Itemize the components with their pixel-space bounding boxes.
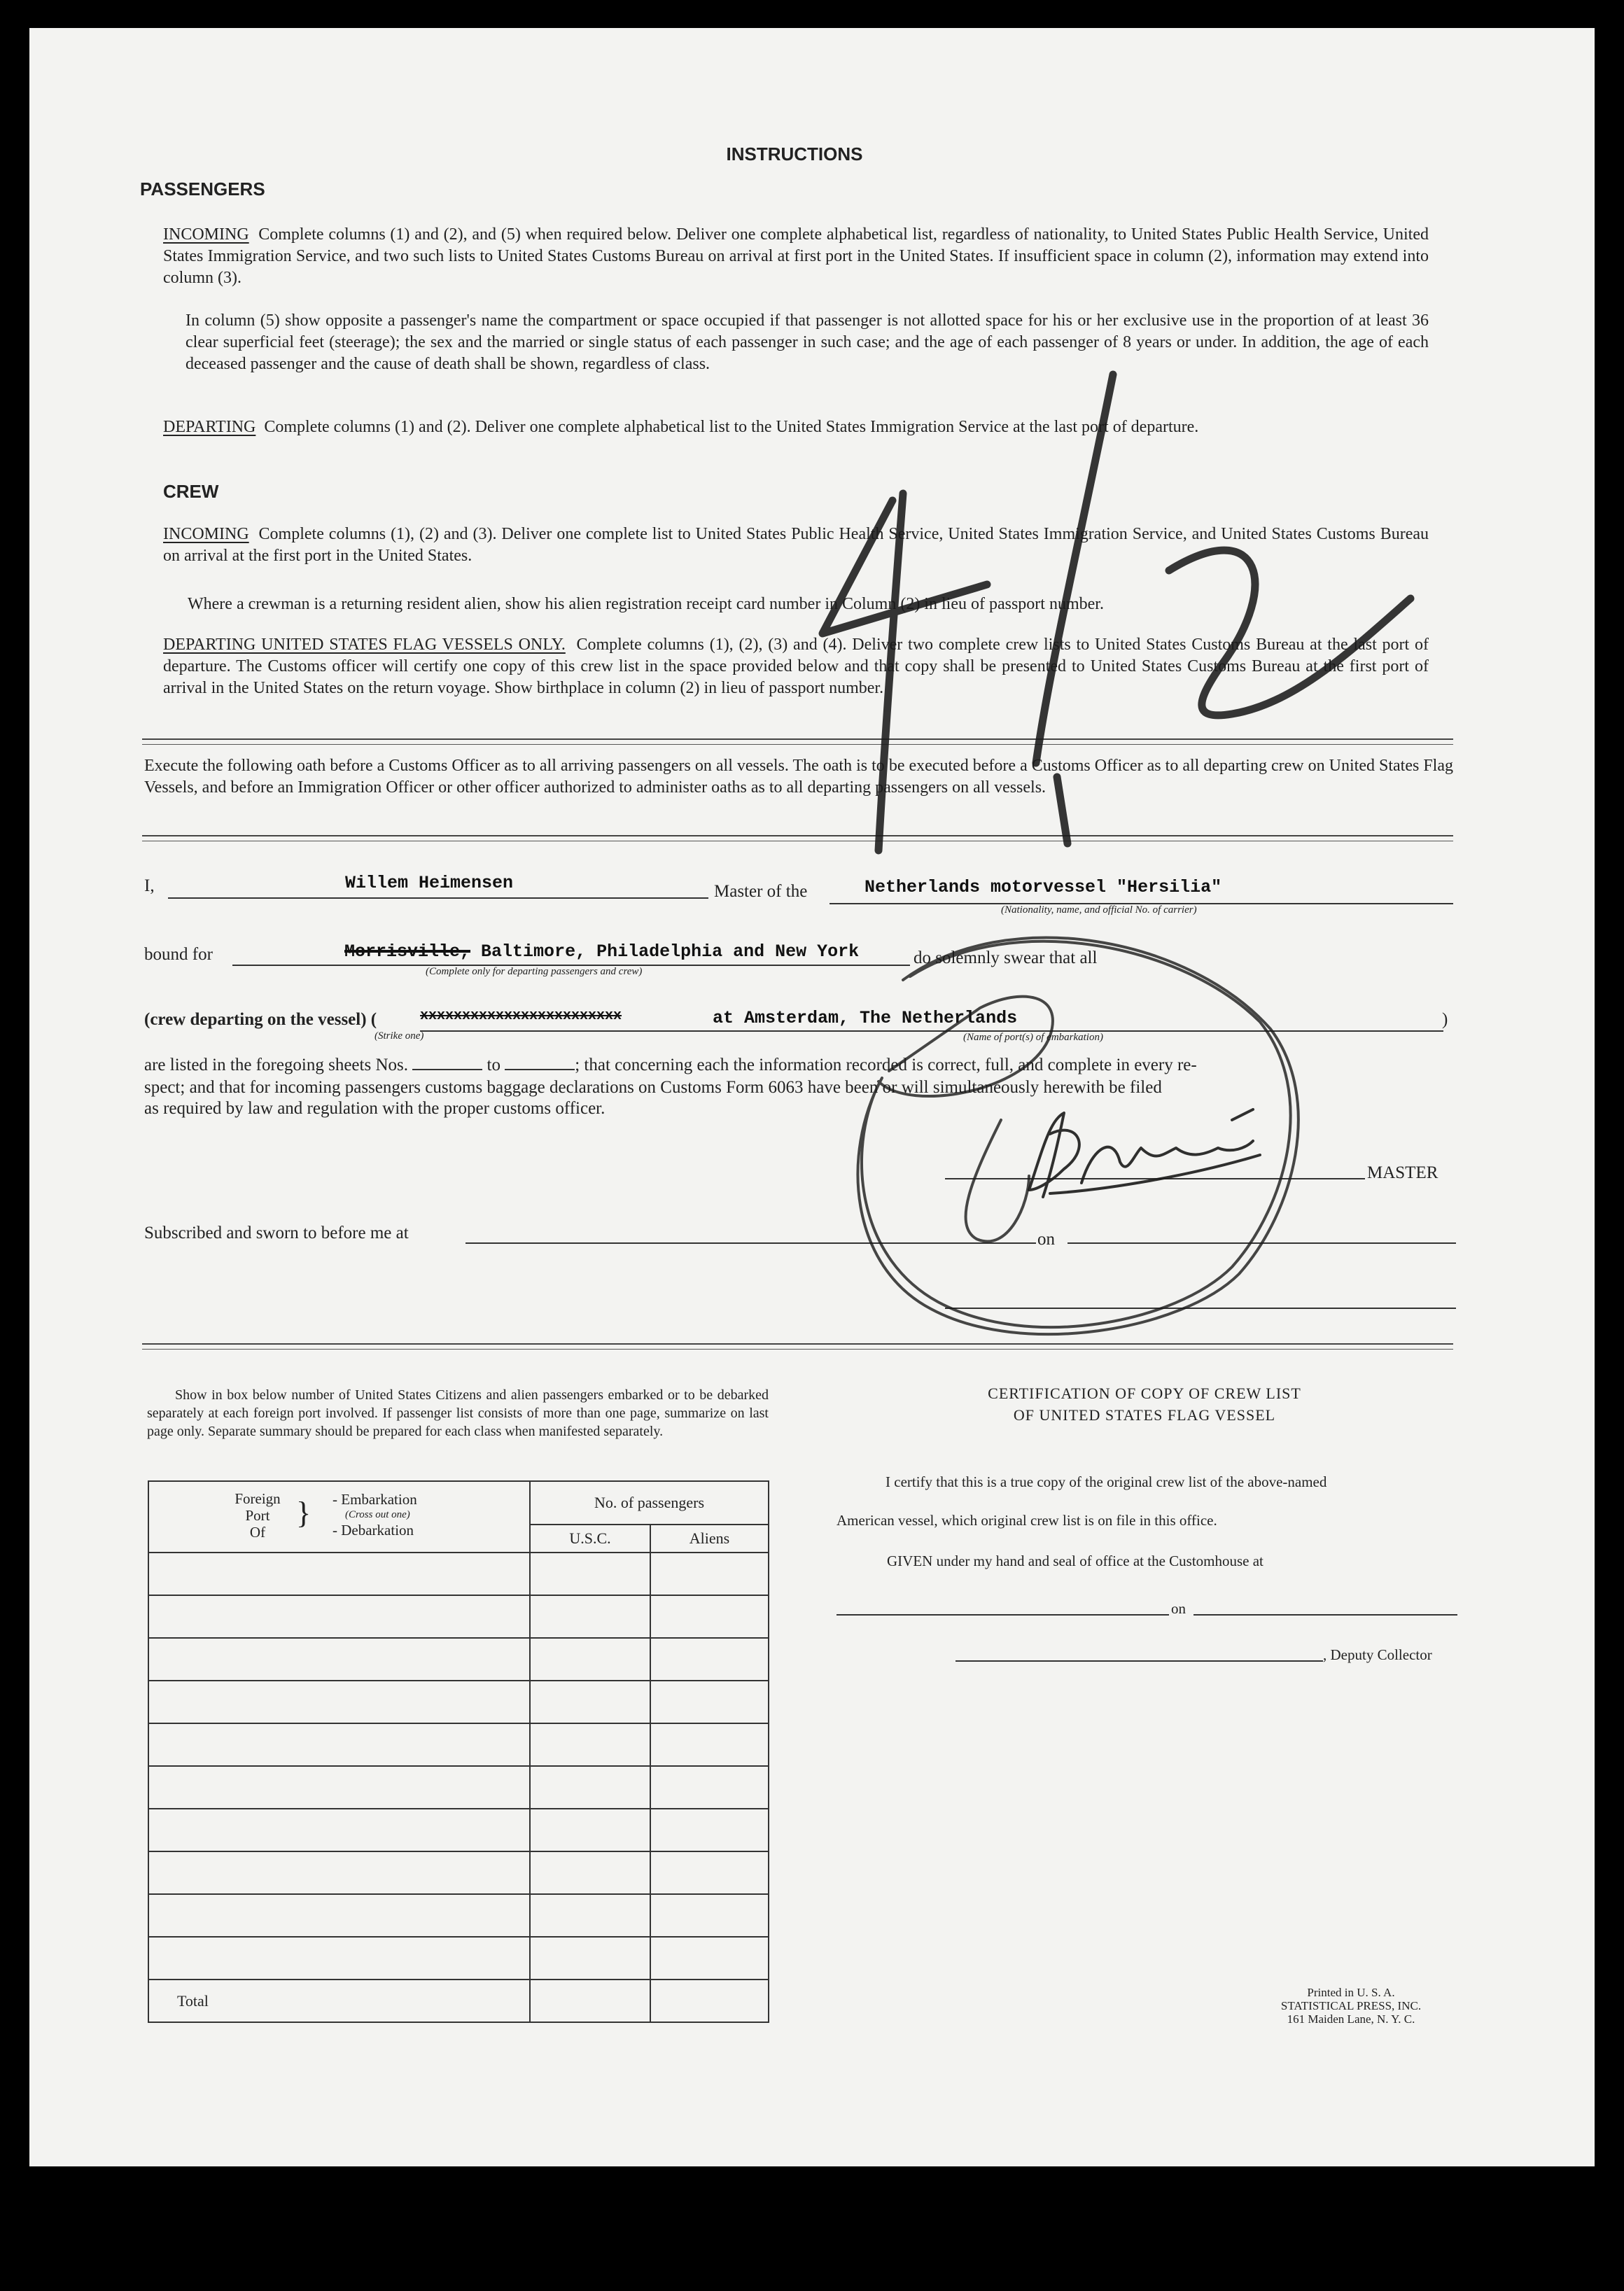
port-caption: (Name of port(s) of embarkation): [963, 1032, 1103, 1043]
table-row: [148, 1595, 769, 1638]
usc-cell[interactable]: [530, 1809, 650, 1851]
destination-value: Baltimore, Philadelphia and New York: [481, 941, 860, 962]
passengers-column5-paragraph: In column (5) show opposite a passenger's name the compartment or space occupied if that passenger is not allotted space for his or her exclusive use in the proportion of at least 36 clear superficial feet (steerage); the sex and the married or single status of each passenger in such case; and the age of each passenger of 8 years or under. In addition, the age of each deceased passenger and the cause of death shall be shown, regardless of class.: [186, 311, 1429, 373]
crew-departing-label: DEPARTING UNITED STATES FLAG VESSELS ONLY.: [163, 636, 566, 654]
divider: [142, 1349, 1453, 1350]
table-row: [148, 1553, 769, 1595]
passengers-departing-text: Complete columns (1) and (2). Deliver one complete alphabetical list to the United States Immigration Service at the last port of departure.: [264, 418, 1199, 436]
summary-instruction: Show in box below number of United States Citizens and alien passengers embarked or to be debarked separately at each foreign port involved. If passenger list consists of more than one page, summarize on last page only. Separate summary should be prepared for each class when manifested separately.: [147, 1387, 769, 1439]
aliens-cell[interactable]: [650, 1766, 769, 1809]
passengers-incoming-text: Complete columns (1) and (2), and (5) when required below. Deliver one complete alphabetical list, regardless of nationality, to United States Public Health Service, United States Immigration Service, and two such lists to United States Customs Bureau on arrival at first port in the United States. If insufficient space in column (2), information may extend into column (3).: [163, 225, 1429, 287]
no-of-passengers-header: No. of passengers: [530, 1481, 769, 1525]
table-header-row: [148, 1481, 769, 1525]
aliens-cell[interactable]: [650, 1851, 769, 1894]
port-cell[interactable]: [148, 1553, 530, 1595]
port-cell[interactable]: [148, 1681, 530, 1723]
master-name-field[interactable]: Willem Heimensen: [345, 873, 514, 893]
table-row: [148, 1723, 769, 1766]
passengers-incoming-paragraph: [163, 224, 1429, 289]
strike-struck: xxxxxxxxxxxxxxxxxxxxxxxx: [420, 1008, 622, 1024]
crew-incoming-label: INCOMING: [163, 525, 249, 543]
usc-cell[interactable]: [530, 1553, 650, 1595]
port-cell[interactable]: [148, 1937, 530, 1980]
total-aliens-cell[interactable]: [650, 1980, 769, 2022]
port-cell[interactable]: [148, 1766, 530, 1809]
passengers-departing-label: DEPARTING: [163, 418, 256, 436]
divider: [142, 1343, 1453, 1345]
sheets-to-field[interactable]: [505, 1069, 575, 1070]
printer-line-2: STATISTICAL PRESS, INC.: [1280, 1999, 1422, 2012]
certification-title-line2: OF UNITED STATES FLAG VESSEL: [1013, 1406, 1276, 1424]
port-cell[interactable]: [148, 1894, 530, 1937]
sheets-rest: ; that concerning each the information recorded is correct, full, and complete in every re-: [575, 1056, 1197, 1074]
certification-title-line1: CERTIFICATION OF COPY OF CREW LIST: [988, 1385, 1301, 1402]
table-row: [148, 1681, 769, 1723]
vessel-caption: (Nationality, name, and official No. of carrier): [1001, 904, 1197, 916]
aliens-cell[interactable]: [650, 1553, 769, 1595]
certification-date-line[interactable]: [1194, 1614, 1457, 1616]
port-cell[interactable]: [148, 1809, 530, 1851]
officer-signature-line[interactable]: [945, 1308, 1456, 1309]
subscribed-on-label: on: [1037, 1230, 1055, 1249]
deputy-signature-line[interactable]: [955, 1660, 1323, 1662]
master-name-line: [168, 897, 708, 899]
table-row: [148, 1894, 769, 1937]
given-text: GIVEN under my hand and seal of office at the Customhouse at: [887, 1553, 1264, 1569]
oath-i-label: I,: [144, 876, 155, 895]
usc-cell[interactable]: [530, 1595, 650, 1638]
port-cell[interactable]: [148, 1851, 530, 1894]
destination-field[interactable]: [344, 941, 859, 962]
aliens-cell[interactable]: [650, 1723, 769, 1766]
sheets-from-field[interactable]: [412, 1069, 482, 1070]
foreign-port-header: [148, 1481, 530, 1553]
table-row: [148, 1766, 769, 1809]
oath-line-3: as required by law and regulation with the proper customs officer.: [144, 1099, 606, 1118]
table-row: [148, 1851, 769, 1894]
usc-cell[interactable]: [530, 1723, 650, 1766]
aliens-cell[interactable]: [650, 1937, 769, 1980]
aliens-cell[interactable]: [650, 1595, 769, 1638]
passengers-incoming-label: INCOMING: [163, 225, 249, 244]
usc-cell[interactable]: [530, 1851, 650, 1894]
sheets-to: to: [486, 1056, 500, 1074]
port-cell[interactable]: [148, 1723, 530, 1766]
crew-incoming-paragraph: [163, 524, 1429, 567]
master-of-label: Master of the: [714, 882, 808, 901]
bound-for-label: bound for: [144, 945, 213, 964]
total-label: Total: [148, 1980, 530, 2022]
foreign-label: Foreign: [234, 1490, 281, 1507]
divider: [142, 744, 1453, 745]
usc-cell[interactable]: [530, 1638, 650, 1681]
aliens-cell[interactable]: [650, 1681, 769, 1723]
crew-departing-paragraph: [163, 634, 1429, 699]
subscribed-place-line[interactable]: [465, 1242, 1036, 1244]
crew-heading: CREW: [163, 481, 219, 502]
passengers-departing-paragraph: [163, 416, 1429, 438]
port-cell[interactable]: [148, 1638, 530, 1681]
customhouse-place-line[interactable]: [836, 1614, 1169, 1616]
divider: [142, 738, 1453, 740]
brace-icon: }: [296, 1496, 312, 1530]
port-line: [420, 1030, 1443, 1032]
crew-resident-paragraph: Where a crewman is a returning resident alien, show his alien registration receipt card number in Column (2) in lieu of passport number.: [188, 595, 1104, 613]
master-label: MASTER: [1367, 1163, 1438, 1182]
strike-caption: (Strike one): [374, 1030, 424, 1042]
usc-header: U.S.C.: [530, 1525, 650, 1553]
oath-instruction: Execute the following oath before a Customs Officer as to all arriving passengers on all vessels. The oath is to be executed before a Customs Officer as to all departing crew on United States Flag Vessels, and before an Immigration Officer or other officer authorized to administer oaths as to all departing passengers on all vessels.: [144, 757, 1453, 797]
sheets-line: [144, 1056, 1453, 1075]
certification-title: [868, 1382, 1421, 1426]
divider: [142, 835, 1453, 836]
total-row: [148, 1980, 769, 2022]
passenger-summary-table: [148, 1480, 769, 2023]
cross-out-label: (Cross out one): [345, 1509, 410, 1520]
certify-line-1: I certify that this is a true copy of the original crew list of the above-named: [886, 1473, 1327, 1490]
total-usc-cell[interactable]: [530, 1980, 650, 2022]
usc-cell[interactable]: [530, 1766, 650, 1809]
port-cell[interactable]: [148, 1595, 530, 1638]
deputy-collector-label: , Deputy Collector: [1323, 1646, 1432, 1663]
aliens-header: Aliens: [650, 1525, 769, 1553]
of-label: Of: [249, 1524, 266, 1541]
master-signature-line: [945, 1178, 1365, 1179]
usc-cell[interactable]: [530, 1681, 650, 1723]
printer-imprint: [1232, 1986, 1470, 2026]
passengers-heading: PASSENGERS: [140, 178, 265, 199]
crew-departing-text: Complete columns (1), (2), (3) and (4). Deliver two complete crew lists to United States Customs Bureau at the last port of departure. The Customs officer will certify one copy of this crew list in the space provided below and that copy shall be presented to United States Customs Bureau at the first port of arrival in the United States on the return voyage. Show birthplace in column (2) in lieu of passport number.: [163, 636, 1429, 697]
table-row: [148, 1937, 769, 1980]
close-paren: ): [1442, 1010, 1448, 1029]
port-label: Port: [245, 1507, 270, 1524]
aliens-cell[interactable]: [650, 1894, 769, 1937]
subscribed-label: Subscribed and sworn to before me at: [144, 1224, 409, 1242]
sheets-prefix: are listed in the foregoing sheets Nos.: [144, 1056, 408, 1074]
embarkation-label[interactable]: - Embarkation: [332, 1491, 417, 1508]
destination-caption: (Complete only for departing passengers and crew): [426, 966, 643, 977]
destination-struck: Morrisville,: [344, 941, 471, 962]
crew-incoming-text: Complete columns (1), (2) and (3). Deliver one complete list to United States Public Health Service, United States Immigration Service, and United States Customs Bureau on arrival at the first port in the United States.: [163, 525, 1429, 565]
crew-departing-label: (crew departing on the vessel) (: [144, 1010, 377, 1029]
instructions-title: INSTRUCTIONS: [726, 143, 863, 164]
oath-line-2: spect; and that for incoming passengers customs baggage declarations on Customs Form 6063 have been or will simultaneously herewith be filed: [144, 1078, 1162, 1097]
printer-line-1: Printed in U. S. A.: [1307, 1986, 1395, 1999]
printer-line-3: 161 Maiden Lane, N. Y. C.: [1287, 2012, 1415, 2026]
table-row: [148, 1809, 769, 1851]
subscribed-date-line[interactable]: [1068, 1242, 1456, 1244]
aliens-cell[interactable]: [650, 1638, 769, 1681]
usc-cell[interactable]: [530, 1894, 650, 1937]
aliens-cell[interactable]: [650, 1809, 769, 1851]
port-field[interactable]: at Amsterdam, The Netherlands: [713, 1008, 1018, 1028]
usc-cell[interactable]: [530, 1937, 650, 1980]
table-row: [148, 1638, 769, 1681]
debarkation-label[interactable]: - Debarkation: [332, 1522, 414, 1539]
vessel-field[interactable]: Netherlands motorvessel "Hersilia": [864, 877, 1222, 897]
certification-on-label: on: [1171, 1600, 1186, 1617]
swear-text: do solemnly swear that all: [913, 948, 1098, 967]
certify-line-2: American vessel, which original crew list is on file in this office.: [836, 1512, 1217, 1529]
